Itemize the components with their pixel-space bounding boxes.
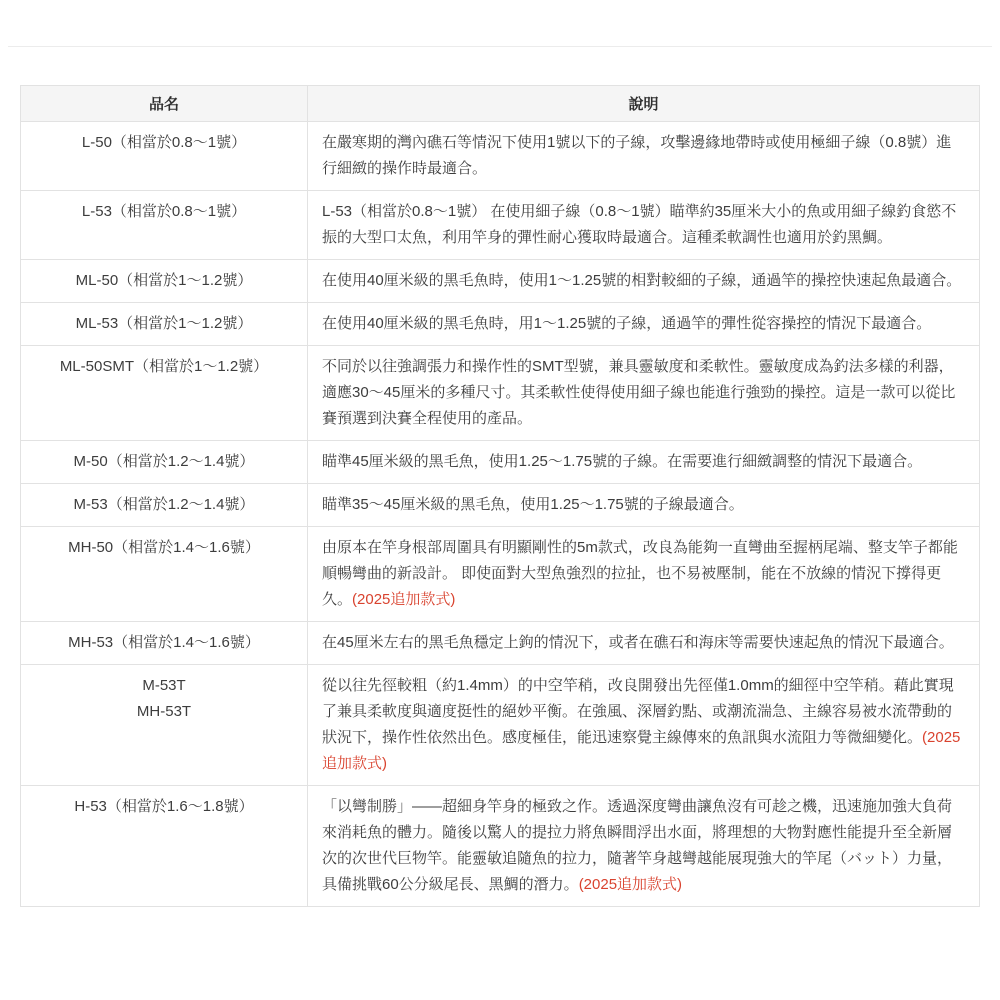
added-model-note: (2025追加款式) [322,729,961,772]
product-name-line: ML-50（相當於1～1.2號） [75,272,253,289]
table-row [21,260,980,303]
added-model-note: (2025追加款式) [352,591,456,608]
description-text: 不同於以往強調張力和操作性的SMT型號，兼具靈敏度和柔軟性。靈敏度成為釣法多樣的利器，適應30～45厘米的多種尺寸。其柔軟性使得使用細子線也能進行強勁的操控。這是一款可以從比賽預選到決賽全程使用的產品。 [322,358,956,427]
product-description [308,527,980,622]
column-header-description: 說明 [308,86,980,122]
added-model-note: (2025追加款式) [578,876,683,893]
product-name [21,260,308,303]
product-name [21,527,308,622]
description-text: 在嚴寒期的灣內礁石等情況下使用1號以下的子線，攻擊邊緣地帶時或使用極細子線（0.8號）進行細緻的操作時最適合。 [322,134,952,177]
description-text: 從以往先徑較粗（約1.4mm）的中空竿稍，改良開發出先徑僅1.0mm的細徑中空竿稍。藉此實現了兼具柔軟度與適度挺性的絕妙平衡。在強風、深層釣點、或潮流湍急、主線容易被水流帶動的狀況下，操作性依然出色。感度極佳，能迅速察覺主線傳來的魚訊與水流阻力等微細變化。 [322,677,954,746]
description-text: 在使用40厘米級的黑毛魚時，使用1～1.25號的相對較細的子線，通過竿的操控快速起魚最適合。 [322,272,962,289]
product-description [308,665,980,786]
product-name-line: M-53（相當於1.2～1.4號） [73,496,255,513]
product-name-line: H-53（相當於1.6～1.8號） [74,798,254,815]
product-name [21,441,308,484]
description-text: 由原本在竿身根部周圍具有明顯剛性的5m款式，改良為能夠一直彎曲至握柄尾端、整支竿子都能順暢彎曲的新設計。 即使面對大型魚強烈的拉扯，也不易被壓制，能在不放線的情況下撐得更久。 [322,539,958,608]
product-description [308,484,980,527]
product-description [308,441,980,484]
product-name [21,303,308,346]
product-description [308,191,980,260]
product-name [21,665,308,786]
product-name-line: M-50（相當於1.2～1.4號） [73,453,255,470]
description-text: 在45厘米左右的黑毛魚穩定上鉤的情況下，或者在礁石和海床等需要快速起魚的情況下最適合。 [322,634,954,651]
table-row [21,122,980,191]
table-row [21,527,980,622]
product-description [308,303,980,346]
description-text: L-53（相當於0.8～1號） 在使用細子線（0.8～1號）瞄準約35厘米大小的魚或用細子線釣食慾不振的大型口太魚，利用竿身的彈性耐心獲取時最適合。這種柔軟調性也適用於釣黑鯛。 [322,203,957,246]
product-name-line: L-50（相當於0.8～1號） [81,134,247,151]
column-header-name: 品名 [21,86,308,122]
table-row [21,303,980,346]
product-name [21,122,308,191]
product-name-line: MH-50（相當於1.4～1.6號） [68,539,260,556]
product-name [21,786,308,907]
product-description [308,622,980,665]
product-name [21,346,308,441]
product-description [308,260,980,303]
description-text: 瞄準35～45厘米級的黑毛魚，使用1.25～1.75號的子線最適合。 [322,496,744,513]
product-name [21,191,308,260]
table-row [21,441,980,484]
table-row [21,665,980,786]
description-text: 「以彎制勝」——超細身竿身的極致之作。透過深度彎曲讓魚沒有可趁之機，迅速施加強大負荷來消耗魚的體力。隨後以驚人的提拉力將魚瞬間浮出水面，將理想的大物對應性能提升至全新層次的次世代巨物竿。能靈敏追隨魚的拉力，隨著竿身越彎越能展現強大的竿尾（バット）力量，具備挑戰60公分級尾長、黑鯛的潛力。 [322,798,953,893]
table-row [21,191,980,260]
section-divider [8,46,992,47]
table-row [21,622,980,665]
spec-table-body [21,122,980,907]
table-header-row [21,86,980,122]
product-description [308,346,980,441]
product-name-line: L-53（相當於0.8～1號） [81,203,247,220]
product-name-line: MH-53（相當於1.4～1.6號） [68,634,260,651]
product-name [21,484,308,527]
product-name-line: ML-53（相當於1～1.2號） [75,315,253,332]
description-text: 在使用40厘米級的黑毛魚時，用1～1.25號的子線，通過竿的彈性從容操控的情況下最適合。 [322,315,932,332]
table-row [21,346,980,441]
product-name [21,622,308,665]
spec-table [20,85,980,907]
table-row [21,484,980,527]
description-text: 瞄準45厘米級的黑毛魚，使用1.25～1.75號的子線。在需要進行細緻調整的情況下最適合。 [322,453,923,470]
product-name-line: M-53T [142,677,186,694]
product-name-line: MH-53T [136,703,192,720]
table-row [21,786,980,907]
product-description [308,786,980,907]
product-name-line: ML-50SMT（相當於1～1.2號） [59,358,269,375]
product-description [308,122,980,191]
